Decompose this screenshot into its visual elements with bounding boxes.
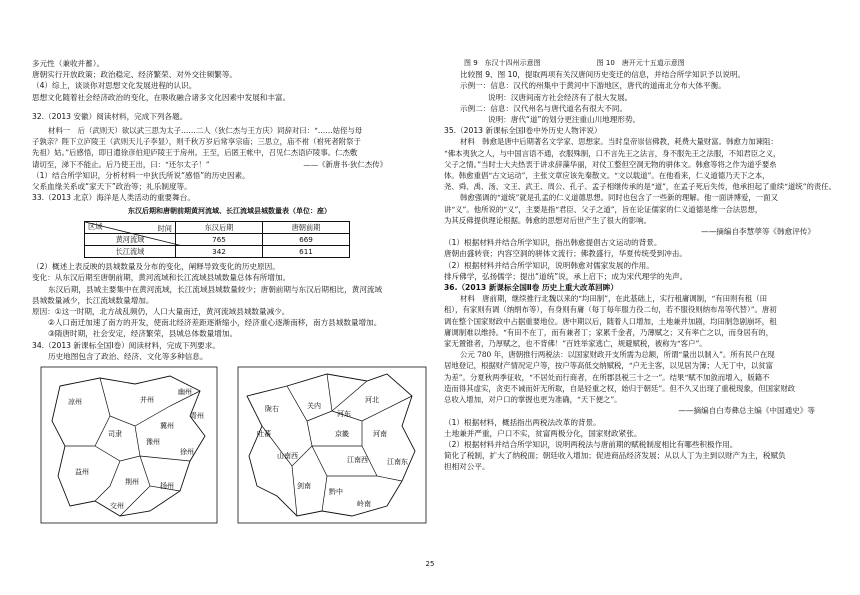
material-line: 调在整个国家财政中占据重要地位。唐中期以后，随着人口增加，土地兼并加剧，均田制急剧崩坏，租 — [444, 316, 777, 326]
map-region-label: 京畿 — [335, 430, 349, 439]
answer-line: 说明：唐代“道”的划分更注重山川地理形势。 — [488, 115, 641, 125]
material-line: 韩愈强调的“道统”就是孔孟的仁义道德思想。同时也包含了一些新的理解。他一面讲博爱，一面又 — [460, 193, 778, 203]
material-line: 材料一 后（武则天）欲以武三思为太子……二人（狄仁杰与王方庆）同辞对曰：“……姑侄与母 — [48, 126, 363, 136]
map-region-label: 幽州 — [178, 388, 192, 397]
map-region-label: 河北 — [365, 396, 379, 405]
material-source: ——《新唐书·狄仁杰传》 — [303, 159, 387, 169]
material-line: 材料 韩愈是唐中后期著名文学家、思想家。当时皇帝崇信佛教，耗费大量财富。韩愈力加谏阻： — [460, 137, 778, 147]
map-region-label: 交州 — [110, 502, 124, 511]
map-region-label: 江南西 — [347, 456, 368, 465]
material-line: 子孰亲？陛下立庐陵王（武则天儿子李显），则千秋万岁后常享宗庙；三思立，庙不祔（祔死者附祭于 — [32, 137, 361, 147]
map-region-label: 河东 — [337, 410, 351, 419]
material-line: 庸调制难以维持。“有田不在丁，而有兼者丁；家累千金者，乃薄赋之；又有率亡之以，而身居有的， — [444, 327, 773, 337]
map-region-label: 司隶 — [108, 430, 122, 439]
answer-line: 父系血缘关系或“家天下”政治等；礼乐制度等。 — [32, 182, 192, 192]
answer-line: ②人口南迁加速了南方的开发，使南北经济差距逐渐缩小，经济重心逐渐南移，南方县城数量增加。 — [48, 318, 382, 328]
map-region-label: 关内 — [307, 402, 321, 411]
map-captions: 图 9 东汉十四州示意图 图 10 唐开元十五道示意图 — [464, 59, 685, 67]
map-region-label: 黔中 — [329, 488, 343, 497]
material-line: 家无置锥者，乃厚赋之，也不背佛！”百姓举家逃亡，规避赋税，被称为“客户”。 — [444, 339, 707, 349]
material-line: 造而得其虚实，贪吏不诫而奸无所取，自是轻重之权，始归于朝廷”。但不久又出现了重税现象，但国家财政 — [444, 383, 796, 393]
tang-map — [237, 366, 427, 524]
answer-line: 思想文化随着社会经济政治的变化，在吸收融合诸多文化因素中发展和丰富。 — [32, 92, 291, 102]
answer-line: 简化了税制，扩大了纳税面；朝廷收入增加；促进商品经济发展；从以人丁为主到以财产为主，税赋负 — [444, 451, 786, 461]
material-line: “佛本夷狄之人，与中国言语不通，衣服殊制，口不言先王之法言，身不服先王之法服，不知君臣之义， — [444, 148, 781, 158]
map-region-label: 徐州 — [180, 448, 194, 457]
question-32-title: 32.（2013 安徽）阅读材料，完成下列各题。 — [32, 111, 188, 121]
answer-line: ③隋唐时期，社会安定，经济繁荣，县城总体数量增加。 — [48, 329, 238, 339]
material-line: 父子之情。”当时士大夫热衷于讲求辞藻华丽，对仗工整但空洞无物的骈体文。韩愈等将之作为道乎要糸 — [444, 159, 777, 169]
answer-line: 县城数量减少，长江流域数量增加。 — [32, 295, 154, 305]
question-line: （2）根据材料并结合所学知识，说明两税法与唐前期的赋税制度相比有哪些积极作用。 — [444, 439, 738, 449]
material-source: ——摘编自李慧荸等《韩愈评传》 — [701, 227, 815, 237]
map-region-label: 剑南 — [297, 482, 311, 491]
map-region-label: 荆州 — [125, 478, 139, 487]
table-corner-cell — [85, 221, 176, 233]
answer-line: 变化：从东汉后期至唐朝前期，黄河流域和长江流域县城数量总体有所增加。 — [32, 273, 291, 283]
tang-map-labels — [257, 395, 408, 508]
table-caption: 东汉后期和唐朝前期黄河流域、长江流域县城数量表（单位：座） — [128, 207, 331, 216]
county-table — [84, 221, 350, 259]
material-line: 材料 唐前期，继续推行北魏以来的“均田制”，在此基础上，实行租庸调制，“有田则有租（田 — [460, 294, 767, 304]
material-line: 居地登记，根据财产情况定户等，按户等高低交纳赋税，“户无主客，以见居为簿；人无丁中，以贫富 — [444, 361, 773, 371]
map-region-label: 益州 — [75, 468, 89, 477]
question-line: 比较图 9、图 10，提取两项有关汉唐间历史变迁的信息，并结合所学知识予以说明。 — [460, 70, 746, 80]
answer-line: 唐朝实行开放政策；政治稳定、经济繁荣、对外交往频繁等。 — [32, 70, 238, 80]
table-cell: 765 — [176, 233, 263, 245]
question-34-title: 34.（2013 新课标全国Ⅰ卷）阅读材料，完成下列要求。 — [32, 340, 220, 350]
map-region-label: 陇右 — [265, 405, 279, 414]
answer-line: 东汉后期，县城主要集中在黄河流域，长江流域县城数量较少；唐朝前期与东汉后期相比，黄河流域 — [48, 284, 383, 294]
table-cell: 611 — [263, 246, 350, 258]
question-line: （2）根据材料并结合所学知识，说明韩愈对儒家发展的作用。 — [444, 260, 654, 270]
answer-line: 唐朝由盛转衰；内容空洞的骈体文流行；佛教盛行，华夏传统受到冲击。 — [444, 249, 687, 259]
map-region-label: 凉州 — [68, 398, 82, 407]
answer-line: 说明：汉唐间南方社会经济有了很大发展。 — [488, 92, 633, 102]
answer-line: 土地兼并严重，户口不实，贫富两极分化，国家财政紧张。 — [444, 428, 642, 438]
map-region-label: 青州 — [190, 412, 204, 421]
map-region-label: 岭南 — [357, 500, 371, 509]
material-line: 总收入增加，对户口的掌握也更为准确，“天下便之”。 — [444, 395, 622, 405]
material-line: 租），有家则有调（纳绢布等），有身则有庸（每丁每年服力役二旬，若不服役则纳布帛等代替）”。唐初 — [444, 305, 777, 315]
material-source: ——摘编自白寿彝总主编《中国通史》等 — [678, 406, 815, 416]
right-column — [444, 58, 839, 473]
material-line: 先祖）姑。”后感悟，即日遣徐彦伯迎庐陵王于房州。王至，后匿王帐中，召见仁杰语庐陵事。仁杰敷 — [32, 148, 358, 158]
material-line: 公元 780 年，唐朝推行两税法：以国家财政开支所需为总额，所谓“量出以制入”。所有民户在现 — [460, 350, 775, 360]
maps-area — [32, 366, 427, 524]
table-header-cell: 东汉后期 — [176, 221, 263, 233]
material-line: 为差”。分夏秋两季征收，“不居处而行商者，在所郡县税三十之一”。结果“赋不加敛而增入，版籍不 — [444, 372, 770, 382]
question-36-title: 36.（2013 新课标全国Ⅱ卷 历史上重大改革回眸） — [444, 283, 618, 293]
material-line: 体。韩愈重倡“古文运动”，主张文章应该先秦散文。“文以载道”。在他看来，仁义道德乃天下之本， — [444, 171, 770, 181]
table-cell: 黄河流域 — [85, 233, 176, 245]
answer-line: 示例二：信息：汉代州名与唐代道名有很大不同。 — [460, 103, 628, 113]
map-region-label: 豫州 — [146, 438, 160, 447]
map-region-label: 冀州 — [160, 422, 174, 431]
map-region-label: 扬州 — [160, 482, 174, 491]
map-region-label: 吐蕃 — [257, 430, 271, 439]
header-time: 时间 — [157, 223, 172, 233]
map-region-label: 河南 — [373, 430, 387, 439]
table-header-cell: 唐朝前期 — [263, 221, 350, 233]
han-map — [40, 366, 218, 524]
map-region-label: 山南西 — [277, 452, 298, 461]
answer-line: 示例一：信息：汉代的州集中于黄河中下游地区，唐代的道南北分布大体平衡。 — [460, 81, 726, 91]
page-number: 25 — [425, 560, 435, 568]
question-line: （2）概述上表反映的县城数量及分布的变化，阐释导致变化的历史原因。 — [32, 262, 280, 272]
material-line: 讲“义”。他所说的“义”，主要是指“君臣、父子之道”，旨在论证儒家的仁义道德是维一合法思想， — [444, 204, 763, 214]
question-line: （1）根据材料，概括指出两税法改革的背景。 — [444, 417, 601, 427]
material-line: 请切至，涕下不能止。后乃使王出，曰：“还尔太子！” ——《新唐书·狄仁杰传》 — [32, 159, 387, 169]
material-line: 尧、舜、禹、汤、文王、武王、周公、孔子、孟子相继传承的是“道”，在孟子死后失传，他承担起了重续“道统”的责任。 — [444, 182, 837, 192]
han-map-labels — [68, 387, 204, 510]
answer-line: 多元性（兼收并蓄）。 — [32, 59, 105, 68]
question-line: （1）根据材料并结合所学知识，指出韩愈提倡古文运动的背景。 — [444, 238, 662, 248]
table-cell: 长江流域 — [85, 246, 176, 258]
left-column — [32, 58, 427, 524]
question-33-title: 33.（2013 北京）海洋是人类活动的重要舞台。 — [32, 193, 195, 203]
answer-line: 原因：①这一时期，北方战乱频仍，人口大量南迁，黄河流域县城数量减少。 — [32, 307, 290, 317]
material-line: 为其反佛提供理论根据。韩愈的思想对后世产生了很大的影响。 — [444, 215, 651, 225]
answer-line: 排斥佛学，弘扬儒学；提出“道统”说，承上启下；成为宋代理学的先声。 — [444, 271, 688, 281]
table-cell: 342 — [176, 246, 263, 258]
table-row — [85, 246, 350, 258]
table-cell: 669 — [263, 233, 350, 245]
question-line: （4）综上，谈谈你对思想文化发展进程的认识。 — [32, 81, 197, 91]
question-35-title: 35.（2013 新课标全国Ⅰ卷中外历史人物评说） — [444, 126, 602, 136]
map-region-label: 江南东 — [387, 458, 408, 467]
question-line: （1）结合所学知识，分析材料一中狄氏所说“感悟”的历史因素。 — [32, 170, 250, 180]
answer-line: 担相对公平。 — [444, 462, 490, 472]
question-line: 历史地图包含了政治、经济、文化等多种信息。 — [48, 351, 208, 361]
map-region-label: 并州 — [140, 396, 154, 405]
header-region: 区域 — [88, 221, 103, 231]
